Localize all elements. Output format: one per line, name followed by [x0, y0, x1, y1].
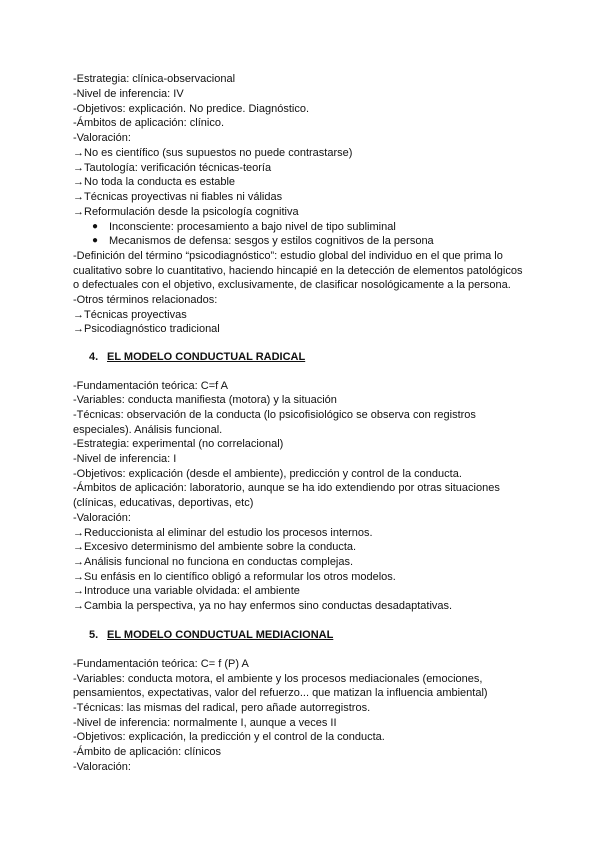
text-line: -Estrategia: experimental (no correlacional): [73, 438, 284, 450]
text-line: -Otros términos relacionados:: [73, 294, 218, 306]
bullet-dot-icon: ●: [92, 235, 99, 246]
text-line: -Definición del término “psicodiagnóstico”: estudio global del individuo en el que prima lo: [73, 250, 503, 262]
text-line: →Técnicas proyectivas: [73, 309, 187, 321]
text-line: -Variables: conducta manifiesta (motora) y la situación: [73, 394, 337, 406]
text-line: -Ámbitos de aplicación: clínico.: [73, 117, 225, 129]
text-line: -Objetivos: explicación (desde el ambiente), predicción y control de la conducta.: [73, 468, 462, 480]
text-line: -Nivel de inferencia: IV: [73, 88, 184, 100]
text-line: →No es científico (sus supuestos no puede contrastarse): [73, 147, 353, 159]
text-line: especiales). Análisis funcional.: [73, 424, 223, 436]
section-title: EL MODELO CONDUCTUAL MEDIACIONAL: [107, 629, 334, 641]
text-line: →Técnicas proyectivas ni fiables ni válidas: [73, 191, 283, 203]
text-line: -Técnicas: observación de la conducta (lo psicofisiológico se observa con registros: [73, 409, 476, 421]
text-line: →Su enfásis en lo científico obligó a reformular los otros modelos.: [73, 571, 396, 583]
bullet-item: Mecanismos de defensa: sesgos y estilos cognitivos de la persona: [109, 235, 434, 247]
text-line: →No toda la conducta es estable: [73, 176, 236, 188]
text-line: -Fundamentación teórica: C=f A: [73, 380, 228, 392]
text-line: -Ámbitos de aplicación: laboratorio, aunque se ha ido extendiendo por otras situaciones: [73, 482, 500, 494]
text-line: -Nivel de inferencia: I: [73, 453, 177, 465]
section-heading-4: [89, 350, 389, 365]
section-number: 5.: [89, 629, 99, 641]
bullet-item: Inconsciente: procesamiento a bajo nivel de tipo subliminal: [109, 221, 396, 233]
text-line: -Objetivos: explicación, la predicción y el control de la conducta.: [73, 731, 385, 743]
text-line: →Análisis funcional no funciona en conductas complejas.: [73, 556, 354, 568]
text-line: →Reduccionista al eliminar del estudio los procesos internos.: [73, 527, 373, 539]
text-line: -Valoración:: [73, 512, 131, 524]
text-line: -Estrategia: clínica-observacional: [73, 73, 236, 85]
text-line: -Nivel de inferencia: normalmente I, aunque a veces II: [73, 717, 337, 729]
text-line: →Tautología: verificación técnicas-teoría: [73, 162, 272, 174]
bullet-dot-icon: ●: [92, 221, 99, 232]
section-heading-5: [89, 628, 409, 643]
text-line: (clínicas, educativas, deportivas, etc): [73, 497, 254, 509]
text-line: →Cambia la perspectiva, ya no hay enfermos sino conductas desadaptativas.: [73, 600, 453, 612]
section-title: EL MODELO CONDUCTUAL RADICAL: [107, 351, 306, 363]
text-line: -Fundamentación teórica: C= f (P) A: [73, 658, 249, 670]
text-line: cualitativo sobre lo cuantitativo, haciendo hincapié en la detección de elementos patológicos: [73, 265, 523, 277]
text-line: -Ámbito de aplicación: clínicos: [73, 746, 221, 758]
text-line: -Objetivos: explicación. No predice. Diagnóstico.: [73, 103, 310, 115]
text-line: o defectuales con el objetivo, exclusivamente, de clasificar nosológicamente a la persona.: [73, 279, 511, 291]
text-line: pensamientos, expectativas, valor del refuerzo... que matizan la influencia ambiental): [73, 687, 488, 699]
text-line: -Valoración:: [73, 761, 131, 773]
section-number: 4.: [89, 351, 99, 363]
text-line: -Técnicas: las mismas del radical, pero añade autorregistros.: [73, 702, 371, 714]
text-line: →Introduce una variable olvidada: el ambiente: [73, 585, 300, 597]
text-line: -Valoración:: [73, 132, 131, 144]
text-line: →Excesivo determinismo del ambiente sobre la conducta.: [73, 541, 357, 553]
text-line: →Psicodiagnóstico tradicional: [73, 323, 220, 335]
text-line: →Reformulación desde la psicología cognitiva: [73, 206, 299, 218]
text-line: -Variables: conducta motora, el ambiente y los procesos mediacionales (emociones,: [73, 673, 483, 685]
